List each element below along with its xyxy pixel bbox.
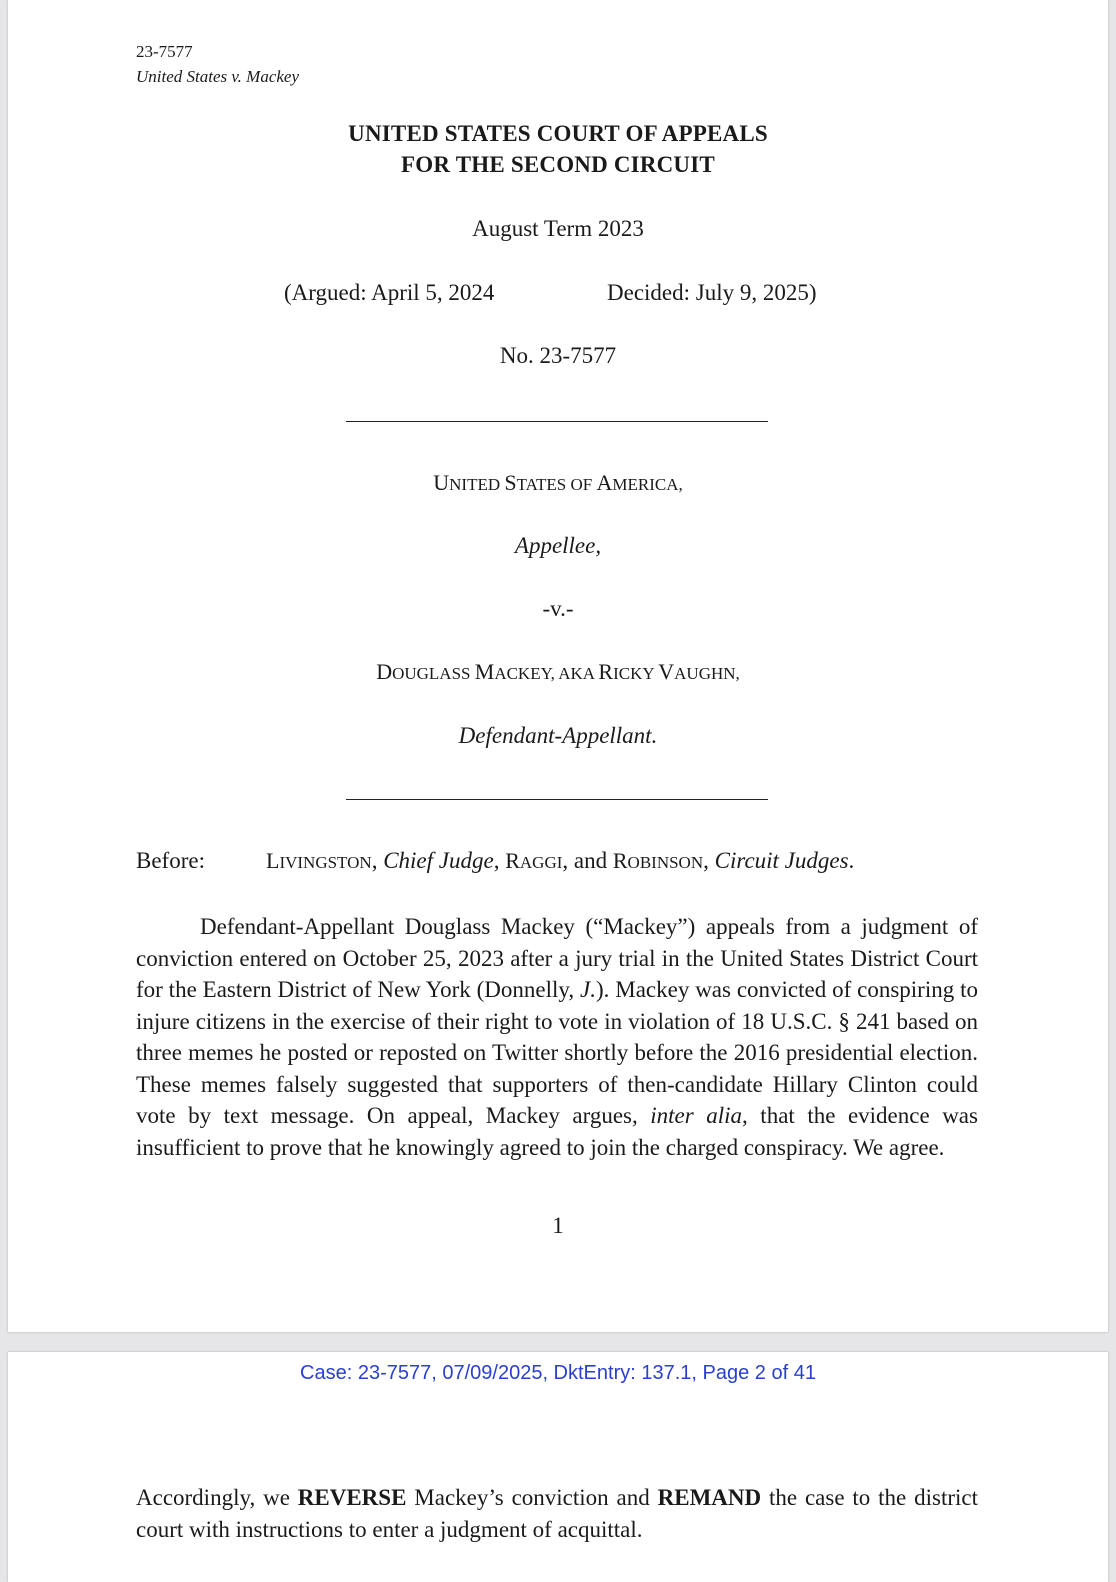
versus: -v.-	[542, 596, 574, 621]
decided-date: Decided: July 9, 2025)	[607, 280, 817, 305]
opinion-paragraph-1: Defendant-Appellant Douglass Mackey (“Mackey”) appeals from a judgment of conviction entered on October 25, 2023 after a jury trial in the United States District Court for the Eastern District of New York (Donnelly, J.). Mackey was convicted of conspiring to injure citizens in the exercise of their right to vote in violation of 18 U.S.C. § 241 based on three memes he posted or reposted on Twitter shortly before the 2016 presidential election. These memes falsely suggested that supporters of then-candidate Hillary Clinton could vote by text message. On appeal, Mackey argues, inter alia, that the evidence was insufficient to prove that he knowingly agreed to join the charged conspiracy. We agree.	[136, 914, 978, 1160]
divider-bottom	[346, 799, 768, 800]
plaintiff-role: Appellee,	[514, 533, 602, 558]
court-name-line-1: UNITED STATES COURT OF APPEALS	[348, 121, 768, 146]
page-number: 1	[552, 1213, 564, 1238]
docket-number: No. 23-7577	[499, 343, 617, 368]
plaintiff-name: UNITED STATES OF AMERICA,	[433, 470, 683, 495]
filing-stamp: Case: 23-7577, 07/09/2025, DktEntry: 137.1, Page 2 of 41	[300, 1362, 816, 1384]
defendant-role: Defendant-Appellant.	[458, 723, 658, 748]
argued-date: (Argued: April 5, 2024	[284, 280, 495, 305]
running-header-case-number: 23-7577	[136, 42, 193, 61]
page-1	[8, 0, 1108, 1332]
panel-judges: LIVINGSTON, Chief Judge, RAGGI, and ROBINSON, Circuit Judges.	[266, 848, 855, 873]
opinion-paragraph-2: Accordingly, we REVERSE Mackey’s conviction and REMAND the case to the district court with instructions to enter a judgment of acquittal.	[136, 1485, 978, 1542]
divider-top	[346, 421, 768, 422]
panel-label: Before:	[136, 848, 205, 873]
running-header-caption: United States v. Mackey	[136, 67, 300, 86]
court-name-line-2: FOR THE SECOND CIRCUIT	[401, 152, 715, 177]
term: August Term 2023	[472, 216, 644, 241]
page-2	[8, 1352, 1108, 1582]
defendant-name: DOUGLASS MACKEY, AKA RICKY VAUGHN,	[376, 659, 740, 684]
